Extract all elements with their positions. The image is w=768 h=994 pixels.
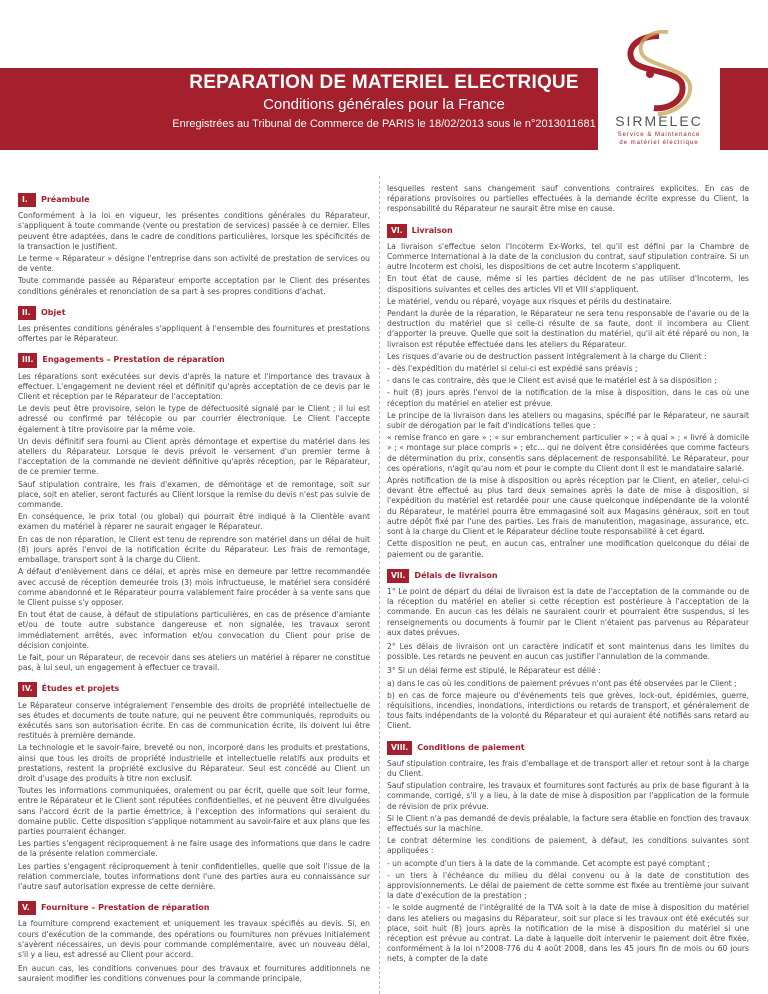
- paragraph: Les parties s'engagent réciproquement à tenir confidentielles, quelle que soit l'issue de la relation commerciale, toutes informations dont l'une des parties aura eu connaissance sur l'autre sauf autorisation expresse de cette dernière.: [18, 861, 370, 891]
- document-title: REPARATION DE MATERIEL ELECTRIQUE: [189, 72, 579, 93]
- paragraph: Sauf stipulation contraire, les frais d'examen, de démontage et de remontage, soit sur place, soit en atelier, seront facturés au Client lorsque la remise du devis n'est pas suivie de commande.: [18, 479, 370, 510]
- section-number: I.: [18, 193, 36, 207]
- paragraph: a) dans le cas où les conditions de paiement prévues n'ont pas été observées par le Client ;: [387, 678, 737, 688]
- section-number: VIII.: [387, 741, 412, 755]
- paragraph: Les réparations sont exécutées sur devis d'après la nature et l'importance des travaux à effectuer. L'engagement ne devient réel et définitif qu'après acceptation de ce devis par le Client et réception par le Réparateur de l'acceptation.: [18, 371, 370, 402]
- paragraph: En tout état de cause, à défaut de stipulations particulières, en cas de présence d'amiante et/ou de toute autre substance dangereuse et non signalée, les travaux seront immédiatement arrêtés, avec information et/ou convocation du Client pour prise de décision conjointe.: [18, 610, 370, 650]
- paragraph: Toute commande passée au Réparateur emporte acceptation par le Client des présentes conditions générales et renonciation de sa part à ses propres conditions d'achat.: [18, 276, 370, 296]
- section-title: Délais de livraison: [414, 570, 498, 580]
- section-heading-livraison: [387, 224, 749, 238]
- paragraph: - huit (8) jours après l'envoi de la notification de la mise à disposition, dans le cas où une réception du matériel en atelier est prévue.: [387, 388, 749, 408]
- registration-line: Enregistrées au Tribunal de Commerce de PARIS le 18/02/2013 sous le n°2013011681: [172, 118, 596, 130]
- paragraph: b) en cas de force majeure ou d'événements tels que grèves, lock-out, épidémies, guerre, réquisitions, incendies, inondations, interdictions ou retards de transport, et généralement de tous faits indépendants de la volonté du Réparateur et qui auraient été notifiés sans retard au Client.: [387, 690, 749, 731]
- logo-tagline-2: de matériel électrique: [619, 140, 699, 146]
- left-column: [18, 184, 370, 987]
- paragraph-continued: lesquelles restent sans changement sauf conventions contraires explicites. En cas de réparations provisoires ou partielles effectuées à la demande écrite expresse du Client, la responsabilité du Réparateur ne saurait être mise en cause.: [387, 184, 749, 214]
- paragraph: Toutes les informations communiquées, oralement ou par écrit, quelle que soit leur forme, entre le Réparateur et le Client sont réputées confidentielles, et ne peuvent être divulguées sans l'accord écrit de la partie émettrice, à l'exception des informations qui seraient du domaine public. Cette disposition s'applique notamment au savoir-faire et aux plans que les parties pourraient échanger.: [18, 786, 370, 836]
- section-number: V.: [18, 901, 36, 915]
- section-heading-fourniture: [18, 901, 370, 915]
- paragraph: - un acompte d'un tiers à la date de la commande. Cet acompte est payé comptant ;: [387, 858, 711, 868]
- paragraph: Le principe de la livraison dans les ateliers ou magasins, spécifié par le Réparateur, ne saurait subir de dérogation par le fait d'indications telles que :: [387, 410, 749, 431]
- section-number: III.: [18, 353, 37, 367]
- paragraph: En cas de non réparation, le Client est tenu de reprendre son matériel dans un délai de huit (8) jours après l'envoi de la notification écrite du Réparateur. Les frais de remontage, emballage, transport sont à la charge du Client.: [18, 534, 370, 565]
- paragraph: Les risques d'avarie ou de destruction passent intégralement à la charge du Client :: [387, 351, 707, 361]
- paragraph: Les parties s'engagent réciproquement à ne faire usage des informations que dans le cadre de la présente relation commerciale.: [18, 839, 370, 859]
- paragraph: Sauf stipulation contraire, les travaux et fournitures sont facturés au prix de base figurant à la commande, corrigé, s'il y a lieu, à la date de mise à disposition par l'application de la formule de révision de prix prévue.: [387, 781, 749, 811]
- paragraph: Le devis peut être provisoire, selon le type de défectuosité signalé par le Client ; il lui est adressé ou confirmé par télécopie ou par courrier électronique. Le Client l'accepte également à titre provisoire par la même voie.: [18, 404, 370, 434]
- paragraph: La technologie et le savoir-faire, breveté ou non, incorporé dans les produits et prestations, ainsi que tous les droits de propriété industrielle et intellectuelle relatifs aux produits et prestations, restent la propriété exclusive du Réparateur. Seul est concédé au Client un droit d'usage des produits à titre non exclusif.: [18, 743, 370, 783]
- section-title: Livraison: [411, 225, 453, 235]
- paragraph: Pendant la durée de la réparation, le Réparateur ne sera tenu responsable de l'avarie ou de la destruction du matériel que si celle-ci résulte de sa faute, dont il incombera au Client d'apporter la preuve. Quelle que soit la destination du matériel, qu'il ait été réparé ou non, la livraison est réputée effectuée dans les ateliers du Réparateur.: [387, 309, 749, 349]
- section-number: VI.: [387, 224, 407, 238]
- paragraph: La fourniture comprend exactement et uniquement les travaux spécifiés au devis. Si, en cours d'exécution de la commande, des opérations ou fournitures non prévues initialement s'avèrent nécessaires, un devis pour commande complémentaire, avec un nouveau délai, s'il y a lieu, est adressé au Client pour accord.: [18, 919, 370, 959]
- right-column: [387, 184, 749, 967]
- section-heading-engagements: [18, 353, 370, 367]
- section-heading-paiement: [387, 741, 749, 755]
- section-number: VII.: [387, 569, 409, 583]
- paragraph: Le terme « Réparateur » désigne l'entreprise dans son activité de prestation de services ou de vente.: [18, 254, 370, 274]
- paragraph: En conséquence, le prix total (ou global) qui pourrait être indiqué à la Clientèle avant examen du matériel à réparer ne saurait engager le Réparateur.: [18, 512, 370, 532]
- paragraph: Si le Client n'a pas demandé de devis préalable, la facture sera établie en fonction des travaux effectués sur la machine.: [387, 813, 749, 833]
- paragraph: En tout état de cause, même si les parties décident de ne pas utiliser d'Incoterm, les dispositions suivantes et celles des articles VII et VIII s'appliquent.: [387, 274, 749, 294]
- paragraph: 2° Les délais de livraison ont un caractère indicatif et sont maintenus dans les limites du possible. Les retards ne peuvent en aucun cas justifier l'annulation de la commande.: [387, 641, 749, 662]
- section-heading-delais: [387, 569, 749, 583]
- paragraph: La livraison s'effectue selon l'Incoterm Ex-Works, tel qu'il est défini par la Chambre de Commerce International à la date de la conclusion du contrat, sauf stipulation contraire. Si un autre Incoterm est choisi, les dispositions de cet autre Incoterm s'appliquent.: [387, 241, 749, 272]
- paragraph: Le fait, pour un Réparateur, de recevoir dans ses ateliers un matériel à réparer ne constitue pas, à lui seul, un engagement à effectuer ce travail.: [18, 652, 370, 673]
- section-number: II.: [18, 306, 36, 320]
- section-heading-etudes: [18, 682, 370, 696]
- section-title: Préambule: [41, 195, 90, 204]
- section-title: Engagements – Prestation de réparation: [42, 355, 225, 365]
- paragraph: Conformément à la loi en vigueur, les présentes conditions générales du Réparateur, s'appliquent à toute commande (vente ou prestation de services) passée à ce dernier. Elles peuvent être adaptées, dans le cadre de conditions particulières, lorsque les spécificités de la transaction le justifient.: [18, 211, 370, 251]
- paragraph: Le contrat détermine les conditions de paiement, à défaut, les conditions suivantes sont appliquées :: [387, 836, 749, 856]
- logo-tagline-1: Service & Maintenance: [617, 132, 701, 138]
- section-title: Objet: [41, 307, 66, 317]
- section-title: Conditions de paiement: [417, 742, 525, 752]
- paragraph: Après notification de la mise à disposition ou après réception par le Client, en atelier, celui-ci devant être effectué au plus tard deux semaines après la date de mise à disposition, si l'expédition du matériel est retardée pour une cause quelconque indépendante de la volonté du Réparateur, le matériel pourra être emmagasiné soit aux Magasins généraux, soit en tout autre dépôt fixé par l'une des parties. Les frais de manutention, magasinage, assurance, etc. sont à la charge du Client et le Réparateur décline toute responsabilité à cet égard.: [387, 476, 749, 537]
- paragraph: En aucun cas, les conditions convenues pour des travaux et fournitures additionnels ne sauraient modifier les conditions convenues pour la commande principale,: [18, 964, 370, 984]
- document-subtitle: Conditions générales pour la France: [263, 96, 505, 113]
- paragraph: - le solde augmenté de l'intégralité de la TVA soit à la date de mise à disposition du matériel dans les ateliers ou magasins du Réparateur, soit sur place si les travaux ont été exécutés sur place, soit huit (8) jours après la notification de la mise à disposition du matériel si une réception est prévue au contrat. La date à laquelle doit intervenir le paiement doit être fixée, conformément à la loi n°2008-776 du 4 août 2008, dans les 45 jours fin de mois ou 60 jours nets, à compter de la date: [387, 903, 749, 964]
- paragraph: Un devis définitif sera fourni au Client après démontage et expertise du matériel dans les ateliers du Réparateur. Lorsque le devis prévoit le versement d'un premier terme à l'acceptation de la commande ne devient définitive qu'après réception, par le Réparateur, de ce premier terme.: [18, 436, 370, 477]
- paragraph: Cette disposition ne peut, en aucun cas, entraîner une modification quelconque du délai de paiement ou de garantie.: [387, 539, 749, 559]
- paragraph: A défaut d'enlèvement dans ce délai, et après mise en demeure par lettre recommandée avec accusé de réception demeurée trois (3) mois infructueuse, le matériel sera considéré comme abandonné et le Réparateur pourra valablement faire procéder à sa vente sans que le Client puisse s'y opposer.: [18, 567, 370, 607]
- logo-s-icon: [598, 30, 720, 116]
- paragraph: 3° Si un délai ferme est stipulé, le Réparateur est délié :: [387, 666, 601, 676]
- section-number: IV.: [18, 682, 37, 696]
- paragraph: - dès l'expédition du matériel si celui-ci est expédié sans préavis ;: [387, 364, 638, 374]
- paragraph: « remise franco en gare » ; « sur embranchement particulier » ; « à quai » ; « livré à domicile » ; « montage sur place compris » ; etc... qui ne doivent être considérées que comme facteurs de détermination du prix, consentis sans déplacement de responsabilité. Le Réparateur, pour ces opérations, n'agit qu'au nom et pour le compte du Client dont il est le mandataire salarié.: [387, 433, 749, 473]
- section-heading-preambule: [18, 193, 370, 207]
- paragraph: Le matériel, vendu ou réparé, voyage aux risques et périls du destinataire.: [387, 296, 672, 306]
- logo-wordmark: SIRMELEC: [615, 113, 703, 129]
- paragraph: - dans le cas contraire, dès que le Client est avisé que le matériel est à sa disposition ;: [387, 376, 717, 386]
- paragraph: - un tiers à l'échéance du milieu du délai convenu ou à la date de constitution des approvisionnements. Le délai de paiement de cette somme est fixée au trentième jour suivant la date d'exécution de la prestation ;: [387, 870, 749, 901]
- paragraph: Les présentes conditions générales s'appliquent à l'ensemble des fournitures et prestations offertes par le Réparateur.: [18, 324, 370, 344]
- paragraph: Sauf stipulation contraire, les frais d'emballage et de transport aller et retour sont à la charge du Client.: [387, 758, 749, 778]
- paragraph: 1° Le point de départ du délai de livraison est la date de l'acceptation de la commande ou de la réception du matériel en atelier si cette réception est postérieure à l'acceptation de la commande. En aucun cas les délais ne sauraient courir et pourraient être suspendus, si les renseignements ou documents à fournir par le Client n'étaient pas parvenus au Réparateur aux dates prévues.: [387, 586, 749, 637]
- section-heading-objet: [18, 306, 370, 320]
- section-title: Études et projets: [41, 684, 120, 694]
- section-title: Fourniture – Prestation de réparation: [41, 903, 210, 913]
- column-divider: [379, 176, 380, 994]
- paragraph: Le Réparateur conserve intégralement l'ensemble des droits de propriété intellectuelle de ses études et documents de toute nature, qui ne peuvent être communiqués, reproduits ou exécutés sans son autorisation écrite. En cas de communication écrite, ils doivent lui être restitués à première demande.: [18, 700, 370, 741]
